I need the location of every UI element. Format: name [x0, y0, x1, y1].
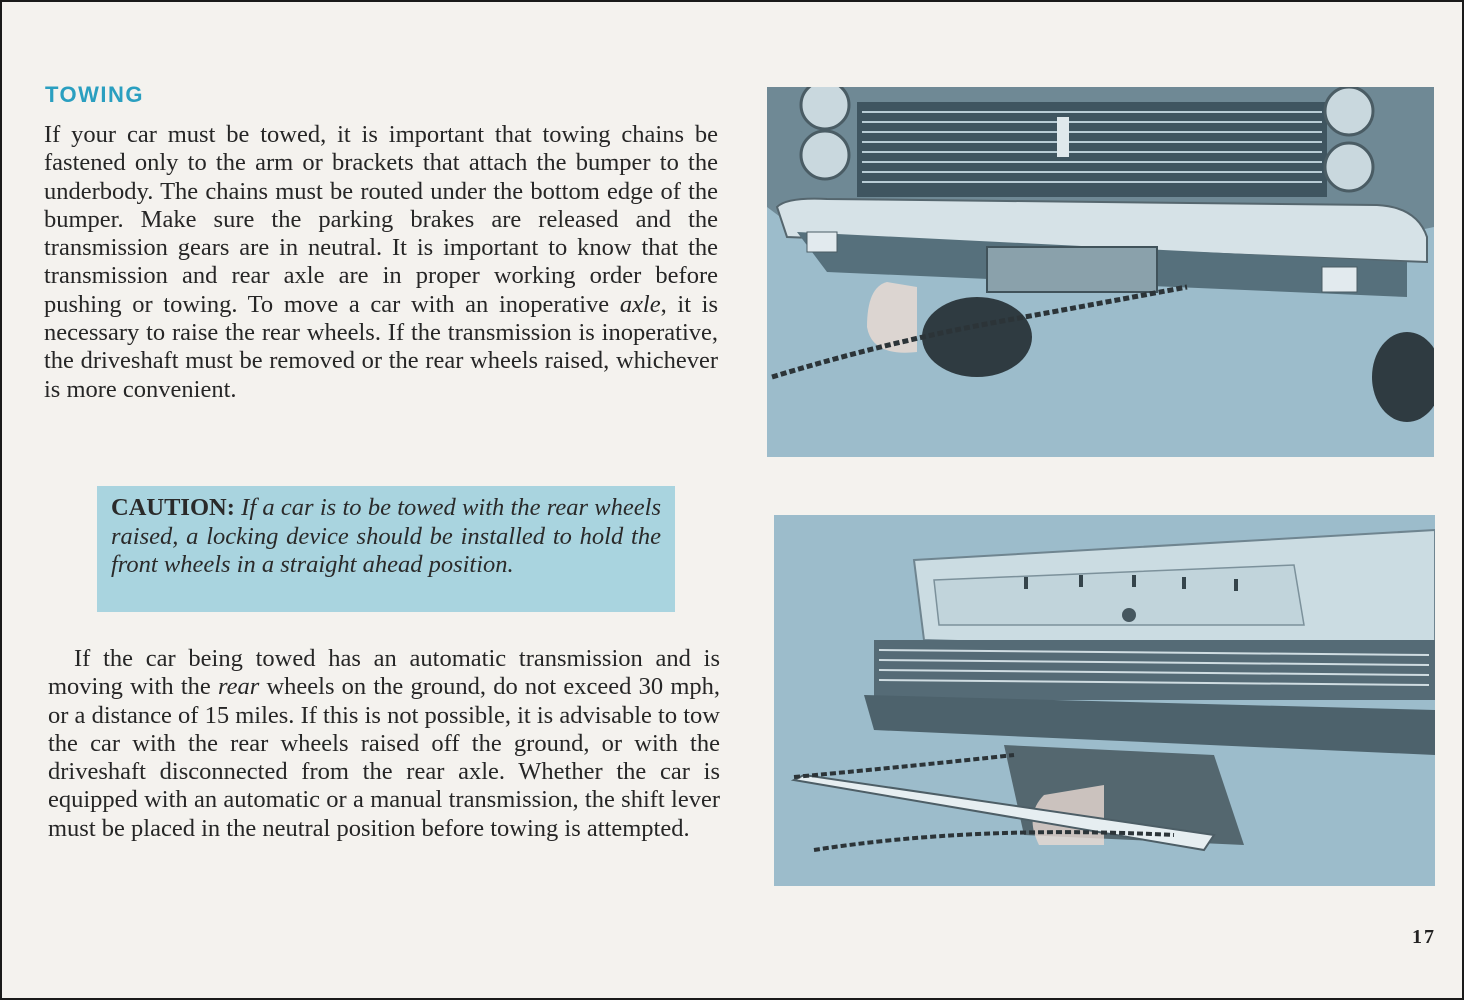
page-number: 17	[1412, 926, 1436, 948]
caution-body: If a car is to be towed with the rear wheels raised, a locking device should be installed to hold the front wheels in a straight ahead position.	[111, 494, 661, 579]
paragraph-2-italic-word: rear	[217, 673, 260, 701]
paragraph-1-italic-word: axle	[619, 290, 661, 318]
caution-label: CAUTION:	[111, 494, 235, 521]
towing-paragraph-1	[44, 121, 718, 404]
towing-paragraph-2	[48, 645, 720, 843]
caution-text	[111, 494, 661, 580]
paragraph-1-text-a: If your car must be towed, it is important that towing chains be fastened only to the arm or brackets that attach the bumper to the underbody. The chains must be routed under the bottom edge of the bumper. Make sure the parking brakes are released and the transmission gears are in neutral. It is important to know that the transmission and rear axle are in proper working order before pushing or towing. To move a car with an inoperative	[44, 121, 718, 318]
rear-towing-photo	[774, 515, 1435, 886]
section-heading: TOWING	[45, 82, 145, 107]
front-car-illustration	[767, 87, 1434, 457]
paragraph-2-text-a: If the car being towed has an automatic transmission and is moving with the	[48, 645, 720, 701]
rear-car-illustration	[774, 515, 1435, 886]
front-towing-photo	[767, 87, 1434, 457]
caution-box	[97, 486, 675, 612]
paragraph-1-text-b: , it is necessary to raise the rear wheels. If the transmission is inoperative, the driveshaft must be removed or the rear wheels raised, whichever is more convenient.	[44, 290, 718, 403]
paragraph-2-text-b: wheels on the ground, do not exceed 30 mph, or a distance of 15 miles. If this is not possible, it is advisable to tow the car with the rear wheels raised off the ground, or with the driveshaft disconnected from the rear axle. Whether the car is equipped with an automatic or a manual transmission, the shift lever must be placed in the neutral position before towing is attempted.	[48, 673, 721, 842]
